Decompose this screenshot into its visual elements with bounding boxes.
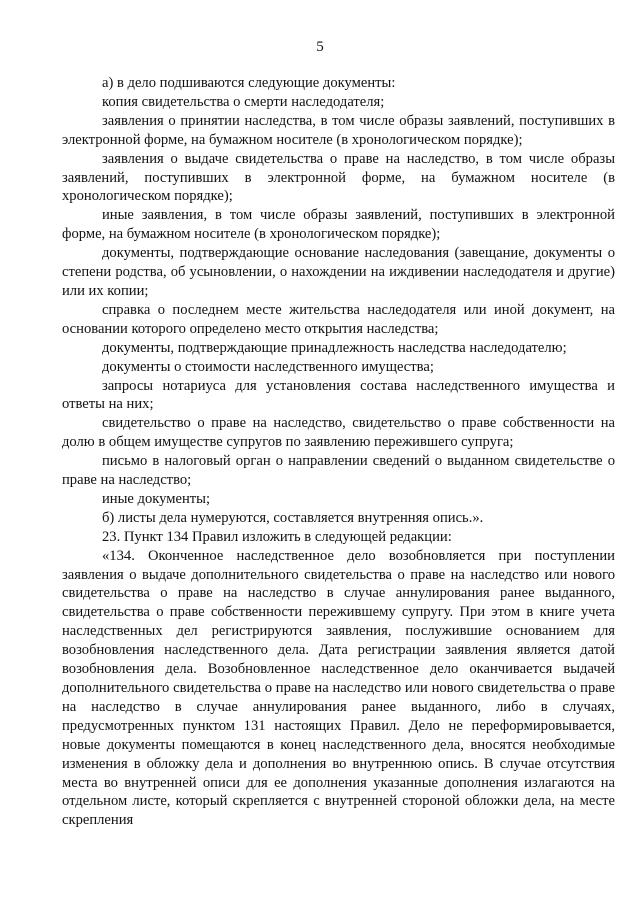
paragraph-clause-23: 23. Пункт 134 Правил изложить в следующей редакции: (102, 528, 452, 545)
paragraph-documents-intro: а) в дело подшиваются следующие документы: (102, 75, 396, 91)
paragraph-other-documents: иные документы; (102, 490, 211, 507)
paragraph-ownership-documents: документы, подтверждающие принадлежность наследства наследодателю; (102, 339, 567, 356)
paragraph-clause-134: «134. Оконченное наследственное дело возобновляется при поступлении заявления о выдаче дополнительного свидетельства о праве на наследство или нового свидетельства о праве на наследство в случае аннулирования ранее выданного, свидетельства о праве собственности пережившему супругу. При этом в книге учета наследственных дел регистрируются заявления, послужившие основанием для возобновления наследственного дела. Дата регистрации заявления является датой возобновления дела. Возобновленное наследственное дело оканчивается выдачей дополнительного свидетельства о праве на наследство или нового свидетельства о праве на наследство в случае аннулирования ранее выданного, либо в случаях, предусмотренных пунктом 131 настоящих Правил. Дело не переформировывается, новые документы помещаются в конец наследственного дела, вносятся необходимые изменения в обложку дела и дополнения во внутреннюю опись. В случае отсутствия места во внутренней описи для ее дополнения указанные дополнения излагаются на отдельном листе, который скрепляется с внутренней стороной обложки дела, на месте скрепления (62, 547, 615, 829)
paragraph-sheet-numbering: б) листы дела нумеруются, составляется внутренняя опись.». (102, 509, 484, 526)
paragraph-other-applications: иные заявления, в том числе образы заявлений, поступивших в электронной форме, на бумажном носителе (в хронологическом порядке); (62, 207, 615, 243)
paragraph-inheritance-certificate: свидетельство о праве на наследство, свидетельство о праве собственности на долю в общем имуществе супругов по заявлению пережившего супруга; (62, 415, 615, 451)
document-body (62, 74, 615, 830)
paragraph-property-value: документы о стоимости наследственного имущества; (102, 358, 434, 375)
paragraph-acceptance-applications: заявления о принятии наследства, в том числе образы заявлений, поступивших в электронной форме, на бумажном носителе (в хронологическом порядке); (62, 112, 615, 148)
page-number: 5 (316, 39, 324, 55)
paragraph-tax-letter: письмо в налоговый орган о направлении сведений о выданном свидетельстве о праве на наследство; (62, 453, 615, 489)
paragraph-notary-requests: запросы нотариуса для установления состава наследственного имущества и ответы на них; (62, 377, 615, 413)
paragraph-residence-certificate: справка о последнем месте жительства наследодателя или иной документ, на основании которого определено место открытия наследства; (62, 301, 615, 337)
paragraph-inheritance-basis: документы, подтверждающие основание наследования (завещание, документы о степени родства, об усыновлении, о нахождении на иждивении наследодателя и другие) или их копии; (62, 245, 615, 299)
paragraph-certificate-applications: заявления о выдаче свидетельства о праве на наследство, в том числе образы заявлений, поступивших в электронной форме, на бумажном носителе (в хронологическом порядке); (62, 150, 615, 205)
paragraph-death-certificate: копия свидетельства о смерти наследодателя; (102, 93, 385, 110)
